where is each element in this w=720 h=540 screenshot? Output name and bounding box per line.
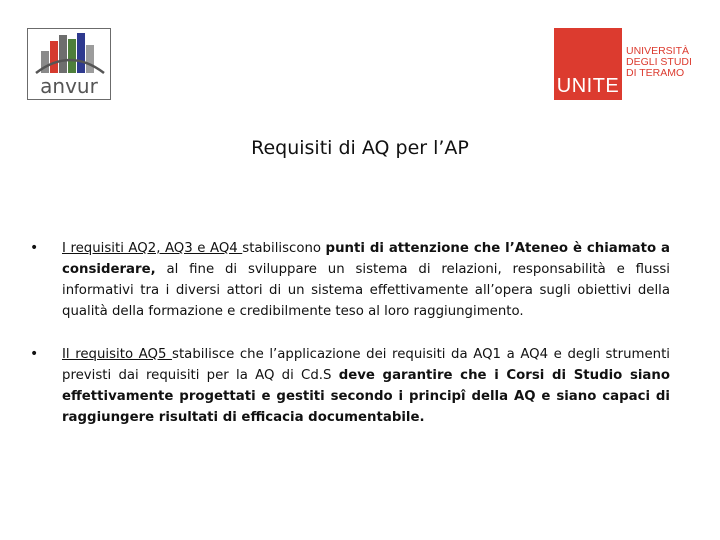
bullet-item: [30, 238, 670, 322]
unite-wordmark: UNITE: [556, 75, 620, 97]
bullet-marker: •: [30, 240, 39, 256]
bullet-marker: •: [30, 346, 39, 362]
bullet-list: [30, 238, 670, 450]
bullet-item: [30, 344, 670, 428]
bullet-bold-text: punti di attenzione che l’Ateneo è chiamato a considerare,: [62, 241, 670, 277]
anvur-logo: [27, 28, 111, 100]
unite-name-line: UNIVERSITÀ: [626, 45, 690, 57]
unite-name-line: DEGLI STUDI: [626, 56, 692, 68]
unite-logo: [554, 28, 704, 100]
unite-red-block: [554, 28, 622, 100]
unite-name-line: DI TERAMO: [626, 67, 685, 79]
bullet-bold-text: deve garantire che i Corsi di Studio siano effettivamente progettati e gestiti secondo i principî della AQ e siano capaci di raggiungere risultati di efficacia documentabile.: [62, 368, 671, 425]
slide-title: Requisiti di AQ per l’AP: [251, 137, 469, 159]
bullet-plain-text: stabiliscono: [242, 241, 326, 256]
bullet-text: [62, 344, 670, 428]
anvur-wordmark: anvur: [40, 74, 98, 98]
bullet-plain-text: al fine di sviluppare un sistema di relazioni, responsabilità e flussi informativi tra i diversi attori di un sistema effettivamente all’opera sugli obiettivi della qualità della formazione e credibilmente teso al loro raggiungimento.: [62, 262, 670, 319]
bullet-plain-text: stabilisce che l’applicazione dei requisiti da AQ1 a AQ4 e degli strumenti previsti dai requisiti per la AQ di Cd.S: [62, 347, 670, 383]
bullet-underlined-text: I requisiti AQ2, AQ3 e AQ4: [62, 241, 243, 256]
unite-university-name: [626, 46, 704, 79]
bullet-text: [62, 238, 670, 322]
bullet-underlined-text: Il requisito AQ5: [62, 347, 173, 362]
